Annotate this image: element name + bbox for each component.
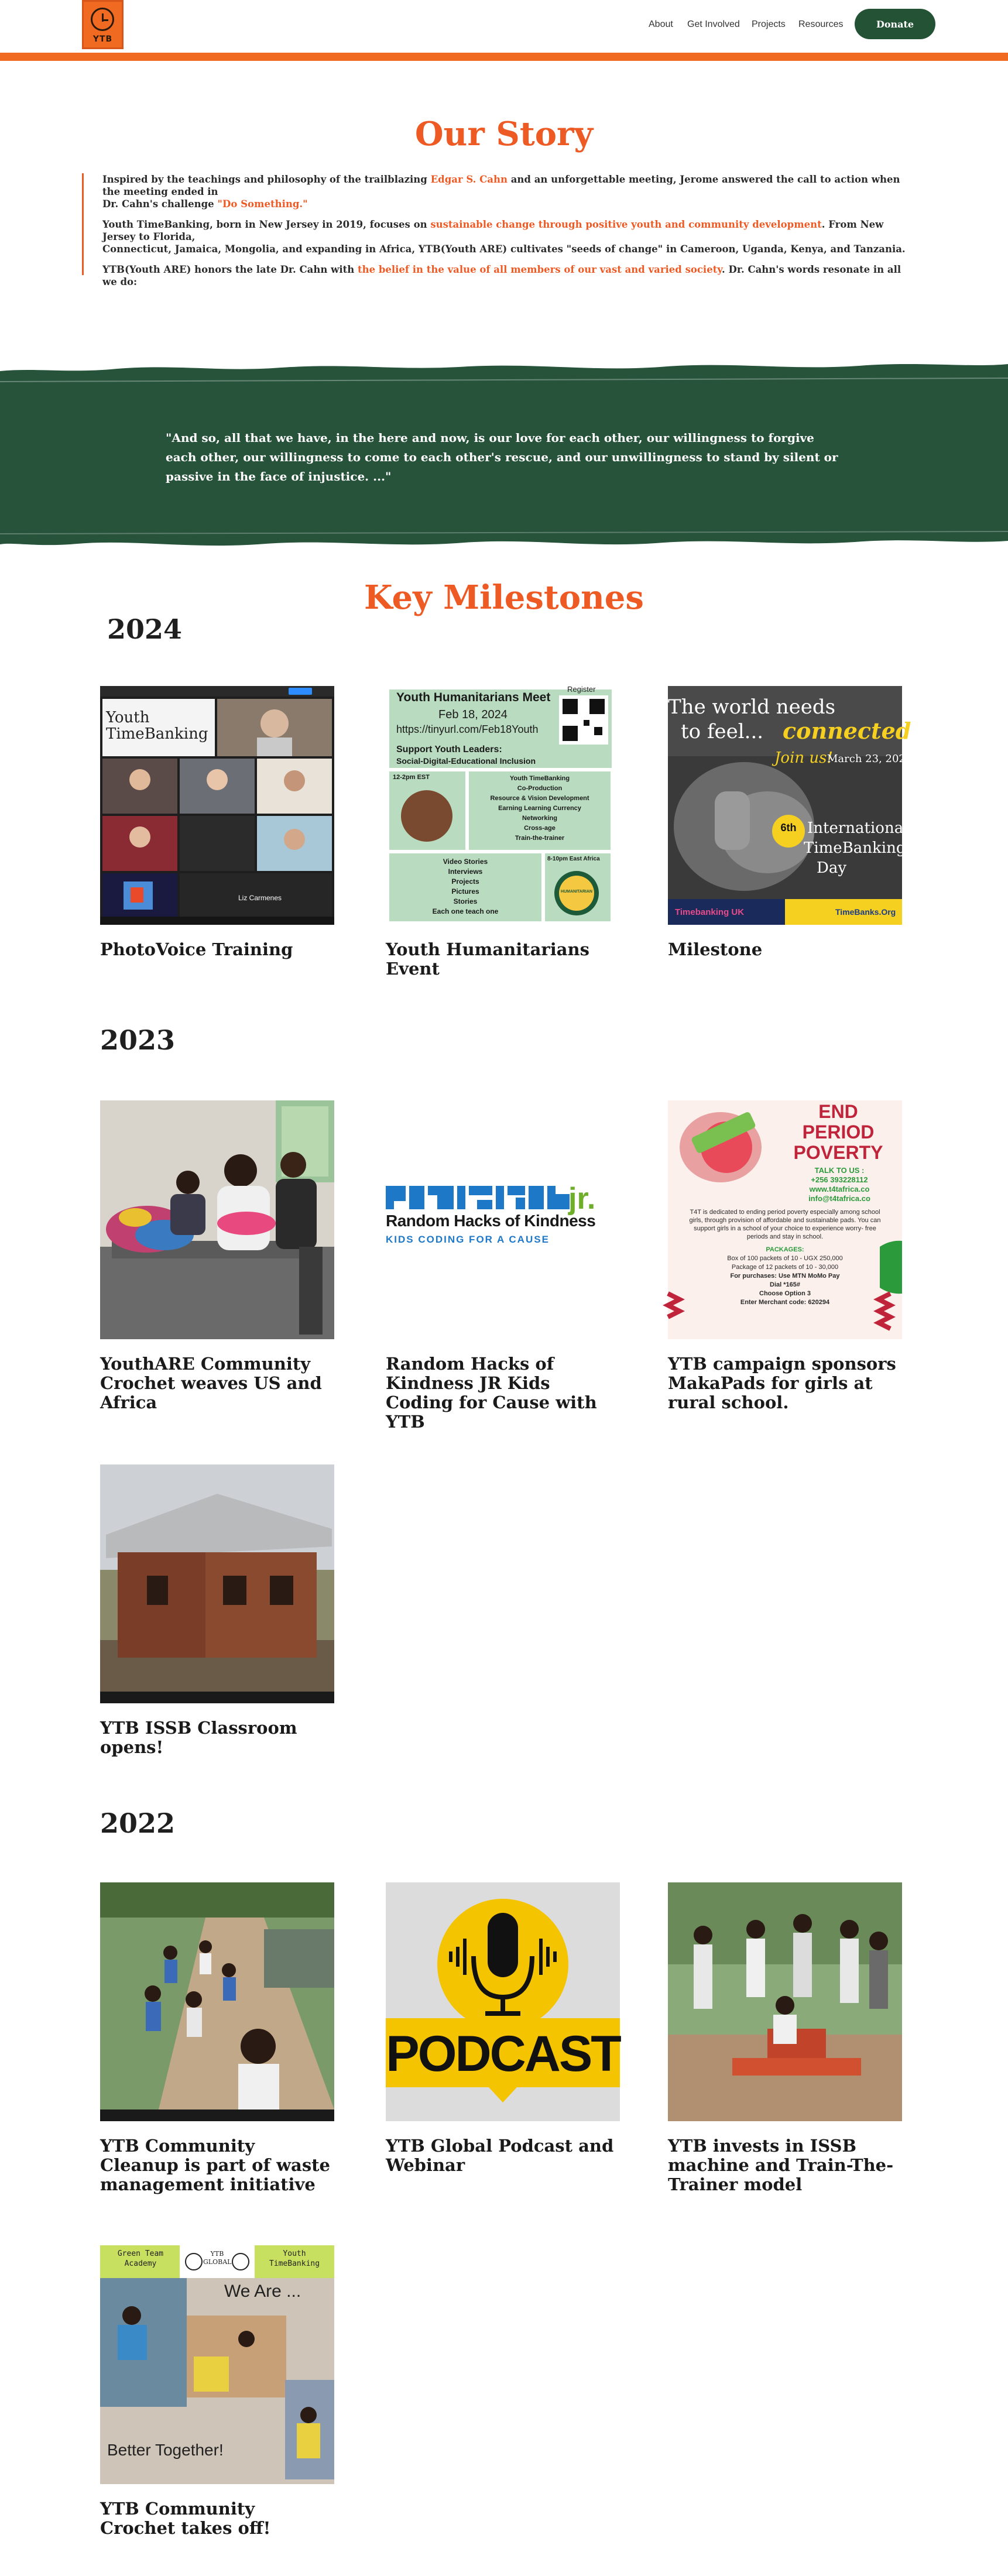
story-paragraph-1: Inspired by the teachings and philosophy of the trailblazing Edgar S. Cahn and an unforgettable meeting, Jerome answered the call to action when the meeting ended in Dr. Cahn's challenge "Do Something." — [102, 174, 900, 210]
cleanup-photo[interactable] — [100, 1882, 334, 2121]
story-text — [82, 173, 913, 287]
milestone-title[interactable]: YouthARE Community Crochet weaves US and Africa — [100, 1354, 322, 1412]
flyer-url: https://tinyurl.com/Feb18Youth — [396, 723, 539, 735]
year-heading-2023: 2023 — [100, 1024, 176, 1056]
end-period-poverty-poster[interactable] — [668, 1100, 902, 1339]
poster-line-2: to feel... — [681, 720, 764, 743]
flyer-list: Youth TimeBanking Co-Production Resource & Vision Development Earning Learning Currency Networking Cross-age Train-the-trainer — [490, 775, 589, 842]
milestone-title[interactable]: YTB Global Podcast and Webinar — [386, 2136, 614, 2175]
cahn-quote: "And so, all that we have, in the here and now, is our love for each other, our willingness to forgive each other, our willingness to come to each other's rescue, and our unwillingness to stand by silent or passive in the face of injustice. ..." — [166, 431, 838, 483]
timebanking-day-poster[interactable] — [668, 686, 913, 925]
poster-footer-right: TimeBanks.Org — [835, 907, 896, 917]
crochet-photo[interactable] — [100, 1100, 334, 1339]
poster-body: T4T is dedicated to ending period poverty especially among school girls, through provision of affordable and sustainable pads. You can support girls in a school of your choice to experience worry- free periods and stay in school. — [689, 1209, 881, 1240]
classroom-photo[interactable] — [100, 1464, 334, 1703]
nav-projects[interactable]: Projects — [752, 19, 786, 29]
milestone-title[interactable]: YTB Community Cleanup is part of waste management initiative — [100, 2136, 331, 2194]
logo-text: YTB — [92, 35, 113, 44]
nav-about[interactable]: About — [649, 19, 673, 29]
milestone-title[interactable]: YTB campaign sponsors MakaPads for girls at rural school. — [668, 1354, 896, 1412]
flyer-time-2: 8-10pm East Africa — [547, 856, 600, 862]
key-milestones-title: Key Milestones — [364, 578, 644, 617]
milestone-title[interactable]: YTB Community Crochet takes off! — [100, 2499, 271, 2538]
flyer-badge: HUMANITARIAN — [561, 890, 592, 894]
podcast-graphic[interactable] — [386, 1882, 620, 2121]
year-heading-2022: 2022 — [100, 1807, 176, 1839]
youth-timebanking-label: Youth TimeBanking — [269, 2249, 320, 2268]
flyer-support: Support Youth Leaders: — [396, 745, 502, 754]
nav-get-involved[interactable]: Get Involved — [687, 19, 740, 29]
ytb-logo[interactable] — [82, 0, 124, 49]
we-are-text: We Are ... — [224, 2282, 301, 2301]
youth-humanitarians-flyer[interactable] — [386, 686, 620, 925]
photovoice-image[interactable] — [100, 686, 334, 925]
poster-headline: END PERIOD POVERTY — [793, 1101, 883, 1163]
poster-event-2: TimeBanking — [804, 839, 906, 857]
our-story-title: Our Story — [414, 115, 594, 153]
milestone-title[interactable]: YTB invests in ISSB machine and Train-The-Trainer model — [668, 2136, 894, 2194]
year-heading-2024: 2024 — [107, 613, 183, 645]
better-together-poster[interactable] — [100, 2245, 334, 2484]
poster-contacts: TALK TO US : +256 393228112 www.t4tafrica.co info@t4tafrica.co — [808, 1166, 870, 1203]
rhok-jr-logo[interactable] — [386, 1100, 620, 1339]
issb-machine-photo[interactable] — [668, 1882, 902, 2121]
story-paragraph-3: YTB(Youth ARE) honors the late Dr. Cahn with the belief in the value of all members of our vast and varied society. Dr. Cahn's words resonate in all we do: — [102, 264, 901, 287]
zoom-participant-name: Liz Carmenes — [238, 894, 282, 902]
poster-packages: PACKAGES: Box of 100 packets of 10 - UGX 250,000 Package of 12 packets of 10 - 30,000 For purchases: Use MTN MoMo Pay Dial *165# Choose Option 3 Enter Merchant code: 620294 — [727, 1246, 843, 1306]
rhok-tagline: KIDS CODING FOR A CAUSE — [386, 1234, 550, 1245]
milestone-title[interactable]: Random Hacks of Kindness JR Kids Coding for Cause with YTB — [386, 1354, 597, 1432]
poster-event-1: International — [807, 819, 908, 837]
flyer-time-1: 12-2pm EST — [393, 774, 430, 781]
poster-line-1: The world needs — [668, 695, 836, 719]
clock-icon — [91, 8, 114, 31]
flyer-date: Feb 18, 2024 — [438, 708, 508, 721]
poster-connected: connected — [783, 718, 911, 744]
flyer-sub: Social-Digital-Educational Inclusion — [396, 756, 536, 766]
poster-date: March 23, 2024 — [827, 753, 913, 765]
rhok-jr: jr. — [568, 1182, 596, 1216]
rhok-brand: Random Hacks of Kindness — [386, 1212, 596, 1230]
poster-join: Join us! — [774, 749, 833, 767]
poster-footer-left: Timebanking UK — [675, 907, 745, 917]
zoom-logo: Youth TimeBanking — [106, 709, 208, 743]
nav-resources[interactable]: Resources — [798, 19, 844, 29]
site-header — [0, 0, 1008, 53]
header-accent-bar — [0, 53, 1008, 61]
donate-button[interactable]: Donate — [855, 9, 935, 39]
flyer-list-2: Video Stories Interviews Projects Pictures Stories Each one teach one — [432, 857, 499, 915]
ytb-global-label: YTB GLOBAL — [203, 2250, 232, 2266]
edgar-cahn-link[interactable]: Edgar S. Cahn — [430, 174, 508, 185]
poster-event-3: Day — [817, 859, 847, 877]
milestone-title[interactable]: Milestone — [668, 939, 763, 959]
podcast-word: PODCAST — [386, 2026, 620, 2082]
flyer-heading: Youth Humanitarians Meet — [396, 691, 551, 704]
flyer-register: Register — [567, 685, 596, 694]
better-together-text: Better Together! — [107, 2441, 224, 2459]
milestone-title[interactable]: Youth Humanitarians Event — [386, 939, 589, 979]
milestone-title[interactable]: PhotoVoice Training — [100, 939, 293, 959]
milestone-title[interactable]: YTB ISSB Classroom opens! — [100, 1718, 297, 1757]
green-team-label: Green Team Academy — [117, 2249, 164, 2268]
poster-sixth: 6th — [780, 822, 797, 833]
story-paragraph-2: Youth TimeBanking, born in New Jersey in 2019, focuses on sustainable change through positive youth and community development. From New Jersey to Florida, Connecticut, Jamaica, Mongolia, and expanding in Africa, YTB(Youth ARE) cultivates "seeds of change" in Cameroon, Uganda, Kenya, and Tanzania. — [102, 219, 906, 255]
